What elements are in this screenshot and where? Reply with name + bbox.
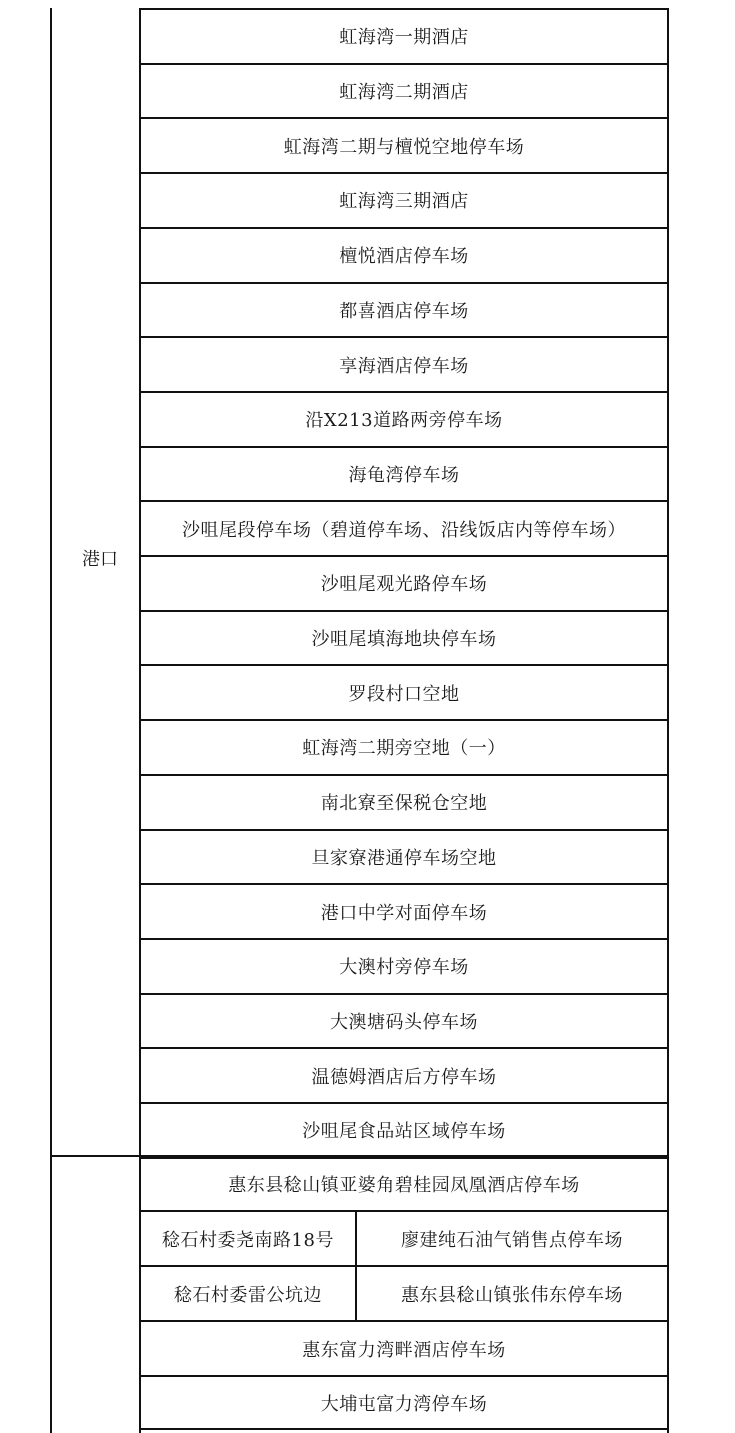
table-cell: 大澳村旁停车场 [339,957,469,979]
table-cell: 港口中学对面停车场 [320,902,488,924]
table-cell: 温德姆酒店后方停车场 [311,1066,497,1088]
table-cell: 稔石村委雷公坑边 [174,1284,322,1306]
table-cell: 南北寮至保税仓空地 [320,793,488,815]
table-cell: 旦家寮港通停车场空地 [311,847,497,869]
table-cell: 罗段村口空地 [348,683,460,705]
inner-divider-line [355,1210,357,1321]
table-cell: 享海酒店停车场 [339,355,469,377]
table-cell: 虹海湾三期酒店 [339,191,469,213]
table-cell: 虹海湾二期旁空地（一） [302,738,506,760]
table-cell: 沙咀尾段停车场（碧道停车场、沿线饭店内等停车场） [182,519,626,541]
table-cell: 沙咀尾食品站区域停车场 [302,1121,506,1143]
table-cell: 虹海湾二期酒店 [339,82,469,104]
table-cell: 廖建纯石油气销售点停车场 [401,1229,623,1251]
left-border-line [50,8,52,1433]
table-cell: 海龟湾停车场 [348,464,460,486]
row-line [139,1428,669,1430]
table-cell: 檀悦酒店停车场 [339,246,469,268]
table-cell: 大埔屯富力湾停车场 [320,1393,488,1415]
table-cell: 惠东富力湾畔酒店停车场 [302,1339,506,1361]
table-cell: 沙咀尾填海地块停车场 [311,629,497,651]
table-cell: 都喜酒店停车场 [339,300,469,322]
group-label-gangkou: 港口 [82,549,118,570]
table-cell: 惠东县稔山镇亚婆角碧桂园凤凰酒店停车场 [228,1175,580,1196]
table-cell: 惠东县稔山镇张伟东停车场 [401,1284,623,1306]
table-cell: 沙咀尾观光路停车场 [320,574,488,596]
table-cell: 稔石村委尧南路18号 [162,1229,334,1251]
table-cell: 虹海湾一期酒店 [339,27,469,49]
table-cell: 大澳塘码头停车场 [330,1011,478,1033]
table-cell: 沿X213道路两旁停车场 [305,410,503,432]
table-cell: 虹海湾二期与檀悦空地停车场 [283,136,525,158]
